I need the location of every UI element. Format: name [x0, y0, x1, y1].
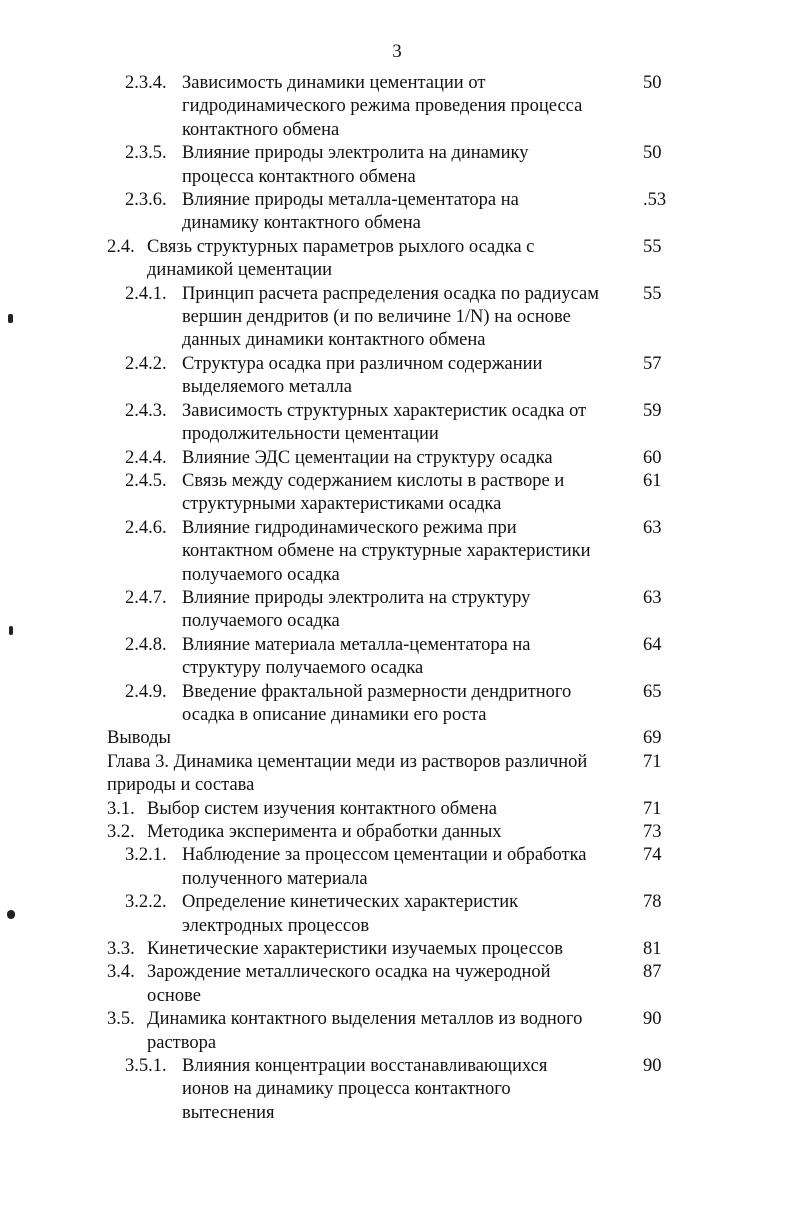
toc-entry	[0, 961, 794, 1008]
toc-entry-page: 60	[643, 447, 662, 468]
toc-entry-number: 3.2.2.	[125, 892, 167, 913]
toc-entry-title: Влияние природы электролита на динамику процесса контактного обмена	[182, 143, 529, 187]
toc-entry-title: Зависимость динамики цементации от гидродинамического режима проведения процесса контактного обмена	[182, 73, 583, 140]
toc-entry-page: 63	[643, 587, 662, 608]
toc-entry-title: Наблюдение за процессом цементации и обработка полученного материала	[182, 845, 587, 889]
toc-entry-page: 71	[643, 751, 662, 772]
toc-entry-title: Влияние материала металла-цементатора на структуру получаемого осадка	[182, 634, 531, 679]
toc-entry	[0, 634, 794, 681]
toc-entry-title: Влияние гидродинамического режима при контактном обмене на структурные характеристики получаемого осадка	[182, 517, 591, 585]
page-number: 3	[392, 41, 402, 62]
scan-speck	[9, 626, 13, 635]
toc-entry-number: 2.4.4.	[125, 447, 167, 468]
toc-entry	[0, 353, 794, 400]
toc-entry-number: 3.4.	[107, 962, 135, 983]
toc-entry-number: 3.5.1.	[125, 1056, 167, 1077]
toc-entry-number: 2.3.5.	[125, 143, 167, 164]
toc-entry	[0, 72, 794, 142]
toc-entry-title: Выводы	[107, 728, 171, 749]
toc-entry-title: Связь между содержанием кислоты в растворе и структурными характеристиками осадка	[182, 470, 565, 515]
toc-entry-page: 59	[643, 400, 662, 421]
toc-entry-page: 65	[643, 681, 662, 702]
toc-entry-number: 2.4.5.	[125, 470, 167, 491]
toc-entry-page: 61	[643, 470, 662, 491]
toc-entry-number: 3.2.	[107, 822, 135, 842]
toc-entry-title: Связь структурных параметров рыхлого осадка с динамикой цементации	[147, 236, 535, 281]
toc-entry-title: Влияние природы электролита на структуру получаемого осадка	[182, 587, 531, 632]
toc-entry-title: Введение фрактальной размерности дендритного осадка в описание динамики его роста	[182, 681, 572, 725]
toc-entry-page: 78	[643, 892, 662, 913]
toc-entry	[0, 447, 794, 470]
toc-entry-page: 55	[643, 283, 662, 304]
toc-entry-page: 90	[643, 1056, 662, 1077]
toc-entry-number: 2.4.9.	[125, 681, 167, 702]
toc-entry-title: Влияние природы металла-цементатора на динамику контактного обмена	[182, 190, 519, 234]
toc-entry-number: 3.2.1.	[125, 845, 167, 866]
toc-entry-title: Выбор систем изучения контактного обмена	[147, 798, 497, 819]
toc-entry-number: 2.4.	[107, 236, 135, 257]
toc-entry-title: Методика эксперимента и обработки данных	[147, 822, 502, 842]
toc-entry-title: Динамика контактного выделения металлов из водного раствора	[147, 1009, 583, 1053]
scan-speck	[8, 314, 13, 323]
toc-entry-title: Зарождение металлического осадка на чужеродной основе	[147, 962, 551, 1006]
toc-entry	[0, 821, 794, 844]
toc-entry-page: 71	[643, 798, 662, 819]
toc-entry	[0, 681, 794, 728]
toc-entry	[0, 798, 794, 821]
toc-entry	[0, 470, 794, 517]
toc-entry-page: 50	[643, 143, 662, 164]
toc-entry	[0, 891, 794, 938]
toc-entry-page: 81	[643, 939, 662, 960]
toc-entry-number: 2.3.6.	[125, 190, 167, 211]
toc-entry-page: 55	[643, 236, 662, 257]
toc-entry-page: 90	[643, 1009, 662, 1030]
toc-entry-title: Определение кинетических характеристик электродных процессов	[182, 892, 519, 936]
toc-entry-page: .53	[643, 190, 667, 211]
toc-entry-page: 73	[643, 822, 662, 842]
toc-entry-number: 3.3.	[107, 939, 135, 960]
toc-entry-page: 69	[643, 728, 662, 749]
toc-entry	[0, 283, 794, 353]
toc-entry-number: 2.4.7.	[125, 587, 167, 608]
toc-entry-number: 3.5.	[107, 1009, 135, 1030]
toc-entry	[0, 142, 794, 189]
toc-entry	[0, 727, 794, 750]
scan-speck	[7, 910, 15, 919]
toc-entry-page: 87	[643, 962, 662, 983]
toc-entry-number: 2.4.2.	[125, 353, 167, 374]
toc-entry-number: 2.4.1.	[125, 283, 167, 304]
toc-entry-page: 50	[643, 73, 662, 93]
toc-entry	[0, 189, 794, 236]
toc-entry	[0, 1008, 794, 1055]
toc-entry-title: Влияние ЭДС цементации на структуру осадка	[182, 447, 553, 468]
toc-entry-number: 2.4.6.	[125, 517, 167, 538]
toc-entry-page: 74	[643, 845, 662, 866]
toc-entry	[0, 938, 794, 961]
toc-entry-title: Кинетические характеристики изучаемых процессов	[147, 939, 564, 960]
toc-entry-page: 64	[643, 634, 662, 655]
toc-entry-title: Принцип расчета распределения осадка по радиусам вершин дендритов (и по величине 1/N) на основе данных динамики контактного обмена	[182, 283, 599, 351]
toc-entry-number: 2.4.3.	[125, 400, 167, 421]
toc-entry-page: 63	[643, 517, 662, 538]
toc-entry	[0, 751, 794, 798]
toc-entry	[0, 236, 794, 283]
toc-entry-number: 2.4.8.	[125, 634, 167, 655]
toc-entry	[0, 1055, 794, 1125]
toc-entry-number: 2.3.4.	[125, 73, 167, 93]
toc-entry-number: 3.1.	[107, 798, 135, 819]
table-of-contents	[0, 72, 794, 1125]
toc-entry	[0, 844, 794, 891]
toc-entry-title: Глава 3. Динамика цементации меди из растворов различной природы и состава	[107, 751, 588, 796]
toc-entry-title: Структура осадка при различном содержании выделяемого металла	[182, 353, 543, 398]
toc-entry-title: Влияния концентрации восстанавливающихся ионов на динамику процесса контактного вытеснения	[182, 1056, 548, 1123]
toc-entry-page: 57	[643, 353, 662, 374]
toc-entry	[0, 400, 794, 447]
toc-entry	[0, 517, 794, 587]
toc-entry	[0, 587, 794, 634]
toc-entry-title: Зависимость структурных характеристик осадка от продолжительности цементации	[182, 400, 587, 445]
